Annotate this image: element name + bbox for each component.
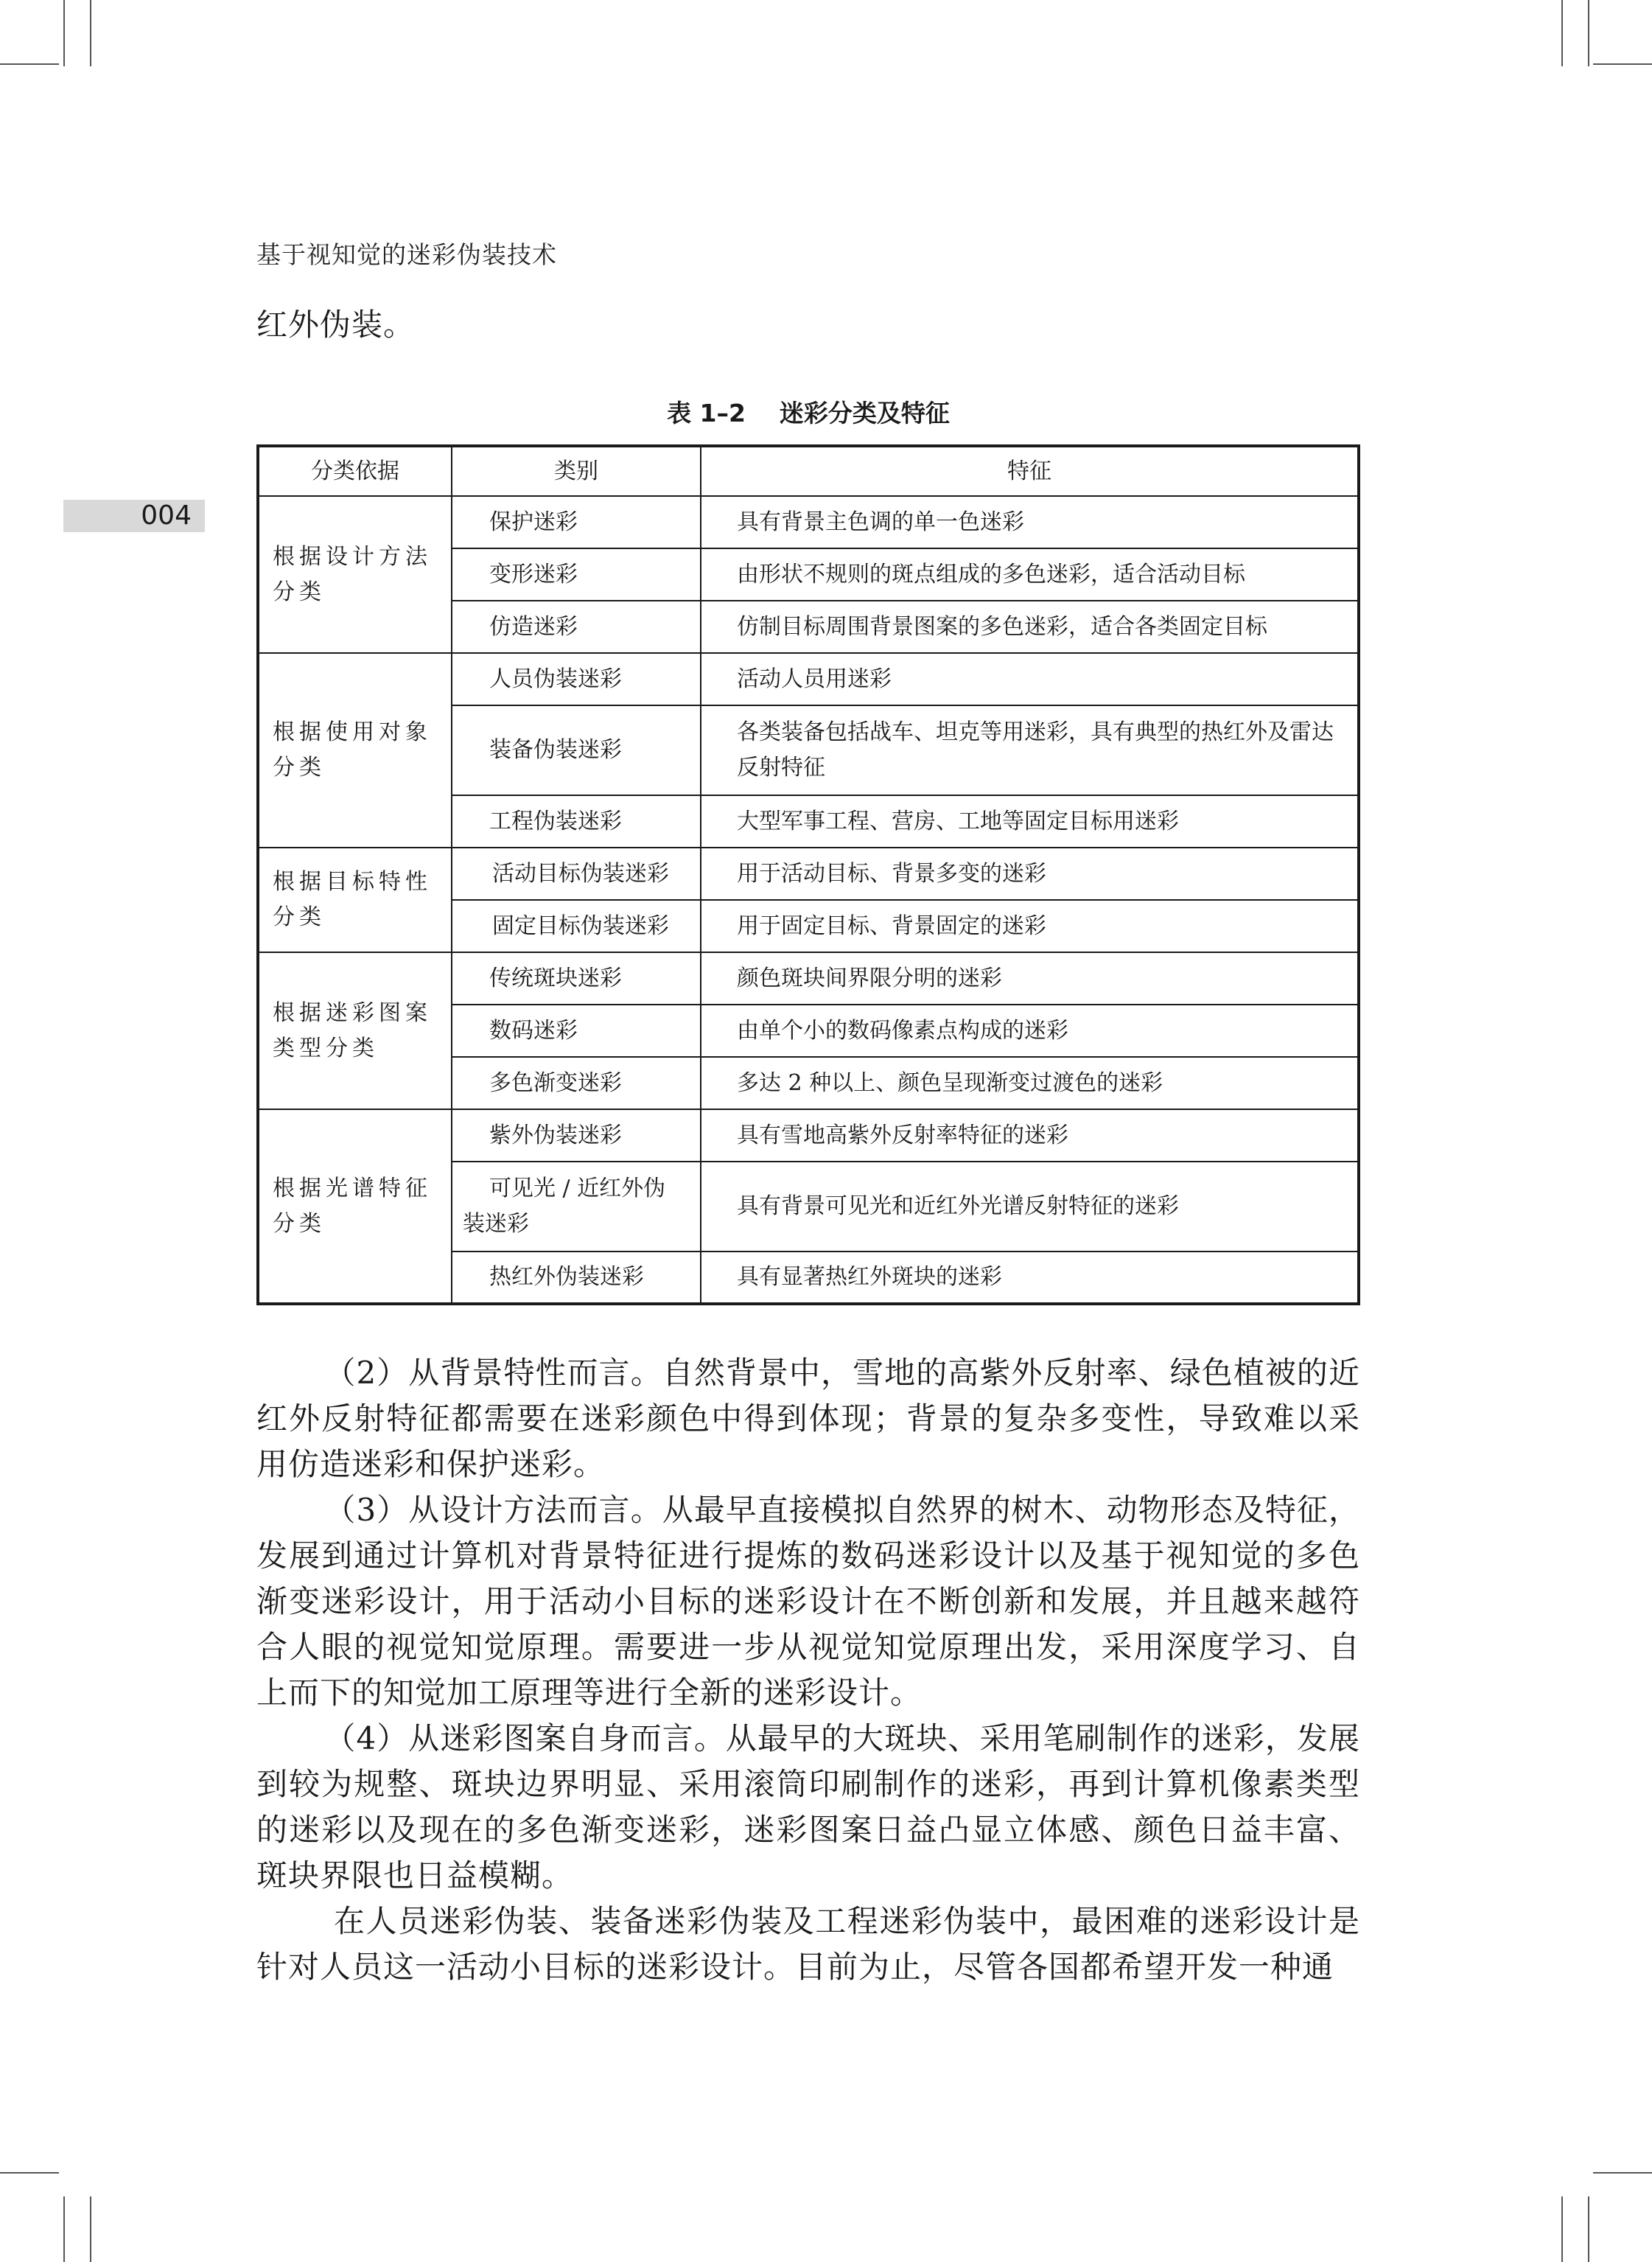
table-row bbox=[258, 496, 1359, 548]
header-feature: 特征 bbox=[701, 446, 1359, 496]
table-caption: 表 1–2 迷彩分类及特征 bbox=[667, 399, 950, 427]
page-number: 004 bbox=[141, 500, 192, 531]
category-cell: 多色渐变迷彩 bbox=[452, 1057, 701, 1109]
category-cell: 固定目标伪装迷彩 bbox=[452, 900, 701, 952]
basis-cell: 根据设计方法分类 bbox=[258, 496, 452, 653]
feature-cell: 各类装备包括战车、坦克等用迷彩，具有典型的热红外及雷达反射特征 bbox=[701, 705, 1359, 795]
feature-cell: 具有显著热红外斑块的迷彩 bbox=[701, 1252, 1359, 1304]
crop-mark bbox=[90, 2196, 91, 2262]
header-category: 类别 bbox=[452, 446, 701, 496]
intro-line: 红外伪装。 bbox=[256, 307, 416, 343]
basis-cell: 根据迷彩图案类型分类 bbox=[258, 952, 452, 1109]
feature-cell: 颜色斑块间界限分明的迷彩 bbox=[701, 952, 1359, 1005]
table-row bbox=[258, 653, 1359, 705]
feature-cell: 仿制目标周围背景图案的多色迷彩，适合各类固定目标 bbox=[701, 601, 1359, 653]
basis-cell: 根据光谱特征分类 bbox=[258, 1109, 452, 1304]
crop-mark bbox=[1593, 2172, 1652, 2174]
category-cell: 仿造迷彩 bbox=[452, 601, 701, 653]
feature-cell: 具有雪地高紫外反射率特征的迷彩 bbox=[701, 1109, 1359, 1162]
classification-table bbox=[256, 444, 1360, 1305]
category-cell: 热红外伪装迷彩 bbox=[452, 1252, 701, 1304]
crop-mark bbox=[63, 2196, 65, 2262]
category-cell: 数码迷彩 bbox=[452, 1005, 701, 1057]
crop-mark bbox=[1593, 63, 1652, 65]
paragraph: （4）从迷彩图案自身而言。从最早的大斑块、采用笔刷制作的迷彩，发展到较为规整、斑块边界明显、采用滚筒印刷制作的迷彩，再到计算机像素类型的迷彩以及现在的多色渐变迷彩，迷彩图案日益凸显立体感、颜色日益丰富、斑块界限也日益模糊。 bbox=[256, 1720, 1360, 1893]
running-header: 基于视知觉的迷彩伪装技术 bbox=[256, 240, 557, 269]
feature-cell: 具有背景主色调的单一色迷彩 bbox=[701, 496, 1359, 548]
feature-cell: 由形状不规则的斑点组成的多色迷彩，适合活动目标 bbox=[701, 548, 1359, 601]
category-cell: 紫外伪装迷彩 bbox=[452, 1109, 701, 1162]
header-basis: 分类依据 bbox=[258, 446, 452, 496]
paragraph: （3）从设计方法而言。从最早直接模拟自然界的树木、动物形态及特征，发展到通过计算机对背景特征进行提炼的数码迷彩设计以及基于视知觉的多色渐变迷彩设计，用于活动小目标的迷彩设计在不断创新和发展，并且越来越符合人眼的视觉知觉原理。需要进一步从视觉知觉原理出发，采用深度学习、自上而下的知觉加工原理等进行全新的迷彩设计。 bbox=[256, 1492, 1360, 1711]
paragraph: （2）从背景特性而言。自然背景中，雪地的高紫外反射率、绿色植被的近红外反射特征都需要在迷彩颜色中得到体现；背景的复杂多变性，导致难以采用仿造迷彩和保护迷彩。 bbox=[256, 1355, 1360, 1482]
category-cell: 工程伪装迷彩 bbox=[452, 795, 701, 848]
category-cell: 人员伪装迷彩 bbox=[452, 653, 701, 705]
crop-mark bbox=[1588, 0, 1589, 66]
crop-mark bbox=[1588, 2196, 1589, 2262]
body-text bbox=[256, 1350, 1360, 1990]
crop-mark bbox=[0, 63, 59, 65]
table-row bbox=[258, 952, 1359, 1005]
feature-cell: 用于活动目标、背景多变的迷彩 bbox=[701, 848, 1359, 900]
table-header-row bbox=[258, 446, 1359, 496]
crop-mark bbox=[1561, 0, 1563, 66]
feature-cell: 具有背景可见光和近红外光谱反射特征的迷彩 bbox=[701, 1162, 1359, 1252]
category-cell: 保护迷彩 bbox=[452, 496, 701, 548]
basis-cell: 根据目标特性分类 bbox=[258, 848, 452, 952]
crop-mark bbox=[90, 0, 91, 66]
page-number-tab bbox=[63, 500, 205, 532]
feature-cell: 活动人员用迷彩 bbox=[701, 653, 1359, 705]
category-cell: 可见光 / 近红外伪装迷彩 bbox=[452, 1162, 701, 1252]
feature-cell: 用于固定目标、背景固定的迷彩 bbox=[701, 900, 1359, 952]
feature-cell: 大型军事工程、营房、工地等固定目标用迷彩 bbox=[701, 795, 1359, 848]
paragraph: 在人员迷彩伪装、装备迷彩伪装及工程迷彩伪装中，最困难的迷彩设计是针对人员这一活动小目标的迷彩设计。目前为止，尽管各国都希望开发一种通 bbox=[256, 1903, 1360, 1985]
table-row bbox=[258, 1109, 1359, 1162]
basis-cell: 根据使用对象分类 bbox=[258, 653, 452, 848]
table-row bbox=[258, 848, 1359, 900]
category-cell: 活动目标伪装迷彩 bbox=[452, 848, 701, 900]
category-cell: 变形迷彩 bbox=[452, 548, 701, 601]
category-cell: 传统斑块迷彩 bbox=[452, 952, 701, 1005]
feature-cell: 多达 2 种以上、颜色呈现渐变过渡色的迷彩 bbox=[701, 1057, 1359, 1109]
crop-mark bbox=[1561, 2196, 1563, 2262]
crop-mark bbox=[63, 0, 65, 66]
category-cell: 装备伪装迷彩 bbox=[452, 705, 701, 795]
feature-cell: 由单个小的数码像素点构成的迷彩 bbox=[701, 1005, 1359, 1057]
crop-mark bbox=[0, 2172, 59, 2174]
